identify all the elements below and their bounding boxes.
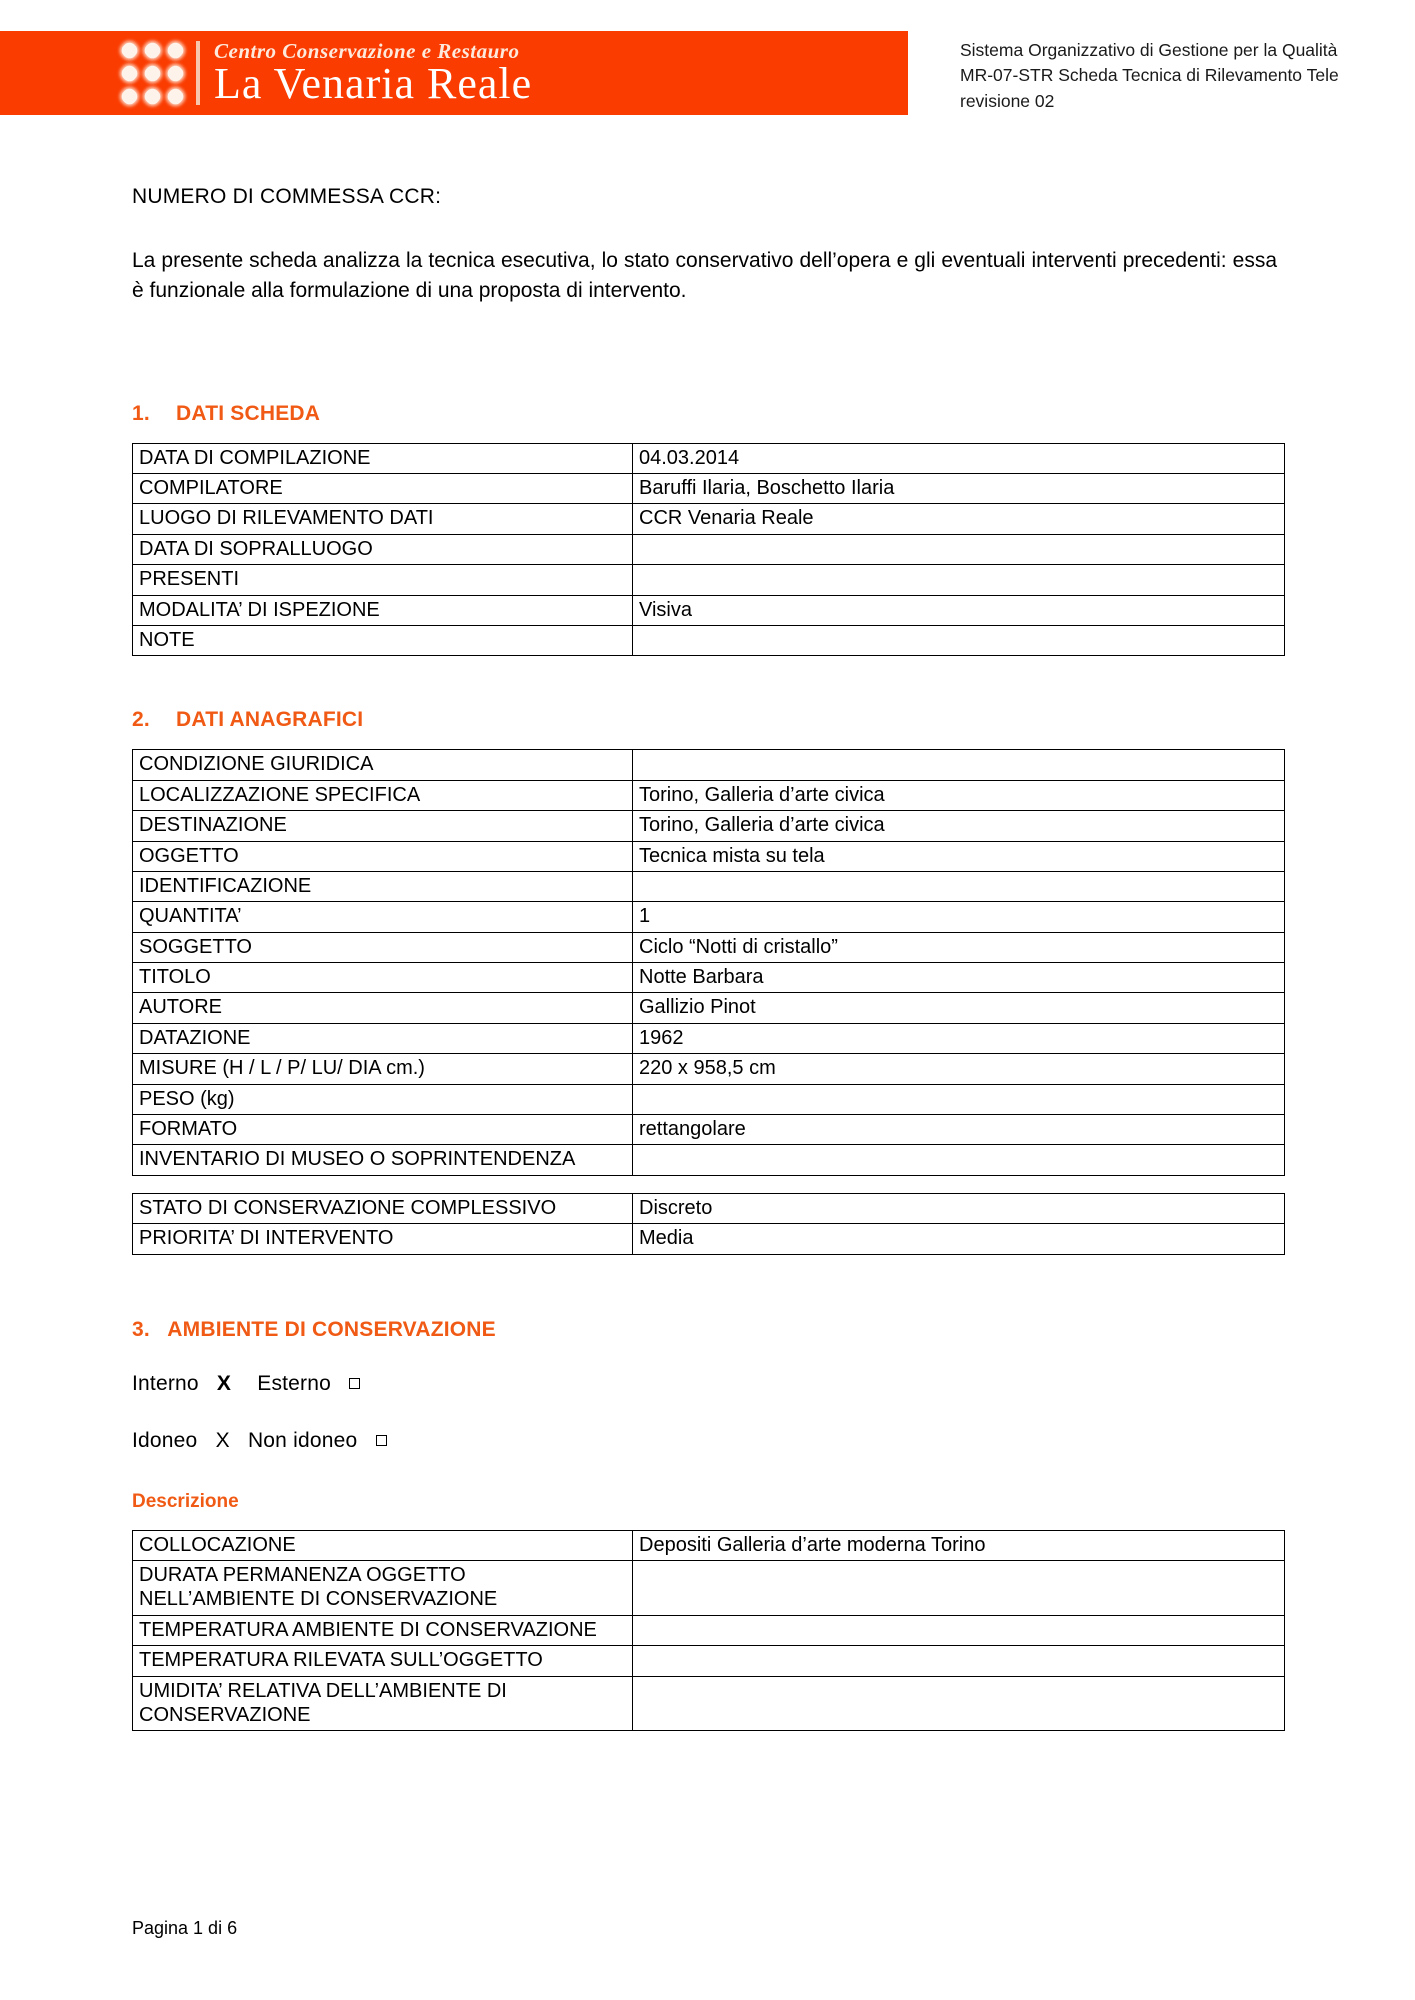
table-descrizione-body bbox=[133, 1530, 1285, 1731]
row-key: OGGETTO bbox=[133, 841, 633, 871]
row-key: DATAZIONE bbox=[133, 1023, 633, 1053]
row-value[interactable]: Depositi Galleria d’arte moderna Torino bbox=[633, 1530, 1285, 1560]
ambiente-interno-esterno-line bbox=[132, 1372, 1284, 1396]
page-header bbox=[0, 0, 1415, 130]
idoneo-label: Idoneo bbox=[132, 1428, 198, 1452]
row-value[interactable] bbox=[633, 750, 1285, 780]
row-value[interactable]: Ciclo “Notti di cristallo” bbox=[633, 932, 1285, 962]
table-row bbox=[133, 1145, 1285, 1175]
row-key: STATO DI CONSERVAZIONE COMPLESSIVO bbox=[133, 1193, 633, 1223]
row-value[interactable] bbox=[633, 1561, 1285, 1616]
row-key: DATA DI SOPRALLUOGO bbox=[133, 534, 633, 564]
row-value[interactable]: Tecnica mista su tela bbox=[633, 841, 1285, 871]
idoneo-checkbox-checked[interactable]: X bbox=[215, 1428, 230, 1452]
table-row bbox=[133, 565, 1285, 595]
page-footer: Pagina 1 di 6 bbox=[132, 1918, 238, 1938]
row-value[interactable]: CCR Venaria Reale bbox=[633, 504, 1285, 534]
table-row bbox=[133, 1676, 1285, 1731]
table-row bbox=[133, 504, 1285, 534]
section-2-number: 2. bbox=[132, 708, 150, 732]
ambiente-idoneo-line bbox=[132, 1429, 1284, 1453]
esterno-checkbox[interactable] bbox=[349, 1378, 360, 1389]
table-row bbox=[133, 993, 1285, 1023]
row-value[interactable]: Gallizio Pinot bbox=[633, 993, 1285, 1023]
table-stato-conservazione-body bbox=[133, 1193, 1285, 1254]
logo-divider bbox=[196, 41, 200, 105]
row-value[interactable] bbox=[633, 565, 1285, 595]
section-2-title: DATI ANAGRAFICI bbox=[176, 708, 364, 732]
row-key: PRIORITA’ DI INTERVENTO bbox=[133, 1224, 633, 1254]
section-3-heading bbox=[132, 1318, 1284, 1342]
table-row bbox=[133, 595, 1285, 625]
row-key: LUOGO DI RILEVAMENTO DATI bbox=[133, 504, 633, 534]
table-row bbox=[133, 474, 1285, 504]
row-key: PRESENTI bbox=[133, 565, 633, 595]
table-row bbox=[133, 750, 1285, 780]
table-row bbox=[133, 811, 1285, 841]
row-key: CONDIZIONE GIURIDICA bbox=[133, 750, 633, 780]
row-value[interactable]: Torino, Galleria d’arte civica bbox=[633, 780, 1285, 810]
row-key: COLLOCAZIONE bbox=[133, 1530, 633, 1560]
logo-diamond-grid-icon bbox=[118, 39, 186, 107]
table-dati-scheda bbox=[132, 443, 1285, 657]
row-key: PESO (kg) bbox=[133, 1084, 633, 1114]
table-row bbox=[133, 1084, 1285, 1114]
esterno-label: Esterno bbox=[257, 1371, 332, 1395]
table-row bbox=[133, 1115, 1285, 1145]
row-value[interactable] bbox=[633, 1676, 1285, 1731]
interno-checkbox-checked[interactable]: X bbox=[216, 1371, 232, 1395]
row-value[interactable] bbox=[633, 1646, 1285, 1676]
table-dati-anagrafici bbox=[132, 749, 1285, 1175]
row-value[interactable] bbox=[633, 871, 1285, 901]
table-descrizione bbox=[132, 1530, 1285, 1732]
non-idoneo-label: Non idoneo bbox=[247, 1428, 358, 1452]
table-row bbox=[133, 932, 1285, 962]
table-row bbox=[133, 534, 1285, 564]
row-key: TEMPERATURA RILEVATA SULL’OGGETTO bbox=[133, 1646, 633, 1676]
section-3-title: AMBIENTE DI CONSERVAZIONE bbox=[167, 1317, 496, 1341]
row-value[interactable]: 220 x 958,5 cm bbox=[633, 1054, 1285, 1084]
row-key: LOCALIZZAZIONE SPECIFICA bbox=[133, 780, 633, 810]
section-1-number: 1. bbox=[132, 401, 150, 425]
row-value[interactable]: rettangolare bbox=[633, 1115, 1285, 1145]
descrizione-subheading: Descrizione bbox=[132, 1490, 239, 1512]
row-value[interactable]: 1962 bbox=[633, 1023, 1285, 1053]
row-value[interactable]: 04.03.2014 bbox=[633, 443, 1285, 473]
table-row bbox=[133, 1054, 1285, 1084]
brand-logo bbox=[118, 31, 532, 115]
row-key: MISURE (H / L / P/ LU/ DIA cm.) bbox=[133, 1054, 633, 1084]
table-row bbox=[133, 780, 1285, 810]
row-key: FORMATO bbox=[133, 1115, 633, 1145]
row-key: TEMPERATURA AMBIENTE DI CONSERVAZIONE bbox=[133, 1615, 633, 1645]
section-1-title: DATI SCHEDA bbox=[176, 401, 321, 425]
logo-line-centro: Centro Conservazione e Restauro bbox=[214, 39, 520, 64]
row-key: COMPILATORE bbox=[133, 474, 633, 504]
row-key: INVENTARIO DI MUSEO O SOPRINTENDENZA bbox=[133, 1145, 633, 1175]
row-value[interactable]: Visiva bbox=[633, 595, 1285, 625]
row-key: QUANTITA’ bbox=[133, 902, 633, 932]
row-key: IDENTIFICAZIONE bbox=[133, 871, 633, 901]
row-key: SOGGETTO bbox=[133, 932, 633, 962]
row-value[interactable]: Notte Barbara bbox=[633, 963, 1285, 993]
row-key: TITOLO bbox=[133, 963, 633, 993]
row-value[interactable]: Media bbox=[633, 1224, 1285, 1254]
table-row bbox=[133, 1224, 1285, 1254]
row-value[interactable]: Baruffi Ilaria, Boschetto Ilaria bbox=[633, 474, 1285, 504]
section-2-heading bbox=[132, 708, 1284, 732]
row-key: NOTE bbox=[133, 625, 633, 655]
table-row bbox=[133, 1646, 1285, 1676]
table-dati-scheda-body bbox=[133, 443, 1285, 656]
table-row bbox=[133, 841, 1285, 871]
row-key: DATA DI COMPILAZIONE bbox=[133, 443, 633, 473]
row-value[interactable]: 1 bbox=[633, 902, 1285, 932]
logo-line-venaria: La Venaria Reale bbox=[214, 59, 533, 109]
section-1-heading bbox=[132, 402, 1284, 426]
section-3-number: 3. bbox=[132, 1317, 150, 1341]
row-key: AUTORE bbox=[133, 993, 633, 1023]
document-body bbox=[132, 185, 1284, 1731]
table-dati-anagrafici-body bbox=[133, 750, 1285, 1175]
table-row bbox=[133, 1615, 1285, 1645]
table-row bbox=[133, 1530, 1285, 1560]
row-key: MODALITA’ DI ISPEZIONE bbox=[133, 595, 633, 625]
row-value[interactable] bbox=[633, 1145, 1285, 1175]
table-row bbox=[133, 871, 1285, 901]
row-value[interactable] bbox=[633, 1084, 1285, 1114]
intro-paragraph: La presente scheda analizza la tecnica esecutiva, lo stato conservativo dell’opera e gli eventuali interventi precedenti: essa è funzionale alla formulazione di una proposta di intervento. bbox=[132, 249, 1277, 302]
row-key: DURATA PERMANENZA OGGETTO NELL’AMBIENTE DI CONSERVAZIONE bbox=[133, 1561, 633, 1616]
row-value[interactable]: Discreto bbox=[633, 1193, 1285, 1223]
row-key: DESTINAZIONE bbox=[133, 811, 633, 841]
logo-wordmark bbox=[214, 39, 533, 109]
interno-label: Interno bbox=[132, 1371, 199, 1395]
row-value[interactable] bbox=[633, 1615, 1285, 1645]
table-row bbox=[133, 625, 1285, 655]
table-row bbox=[133, 902, 1285, 932]
table-stato-conservazione bbox=[132, 1193, 1285, 1255]
table-row bbox=[133, 963, 1285, 993]
header-meta-line-1: Sistema Organizzativo di Gestione per la Qualità bbox=[960, 40, 1338, 60]
header-meta-line-2: MR-07-STR Scheda Tecnica di Rilevamento Tele bbox=[960, 65, 1339, 86]
table-row bbox=[133, 1193, 1285, 1223]
table-row bbox=[133, 1561, 1285, 1616]
non-idoneo-checkbox[interactable] bbox=[376, 1435, 387, 1446]
row-value[interactable] bbox=[633, 534, 1285, 564]
brand-logo-bar bbox=[0, 31, 908, 115]
row-value[interactable] bbox=[633, 625, 1285, 655]
commessa-label: NUMERO DI COMMESSA CCR: bbox=[132, 185, 442, 208]
row-value[interactable]: Torino, Galleria d’arte civica bbox=[633, 811, 1285, 841]
header-metadata bbox=[960, 38, 1339, 114]
header-meta-line-3: revisione 02 bbox=[960, 90, 1055, 111]
row-key: UMIDITA’ RELATIVA DELL’AMBIENTE DI CONSERVAZIONE bbox=[133, 1676, 633, 1731]
table-row bbox=[133, 1023, 1285, 1053]
table-row bbox=[133, 443, 1285, 473]
